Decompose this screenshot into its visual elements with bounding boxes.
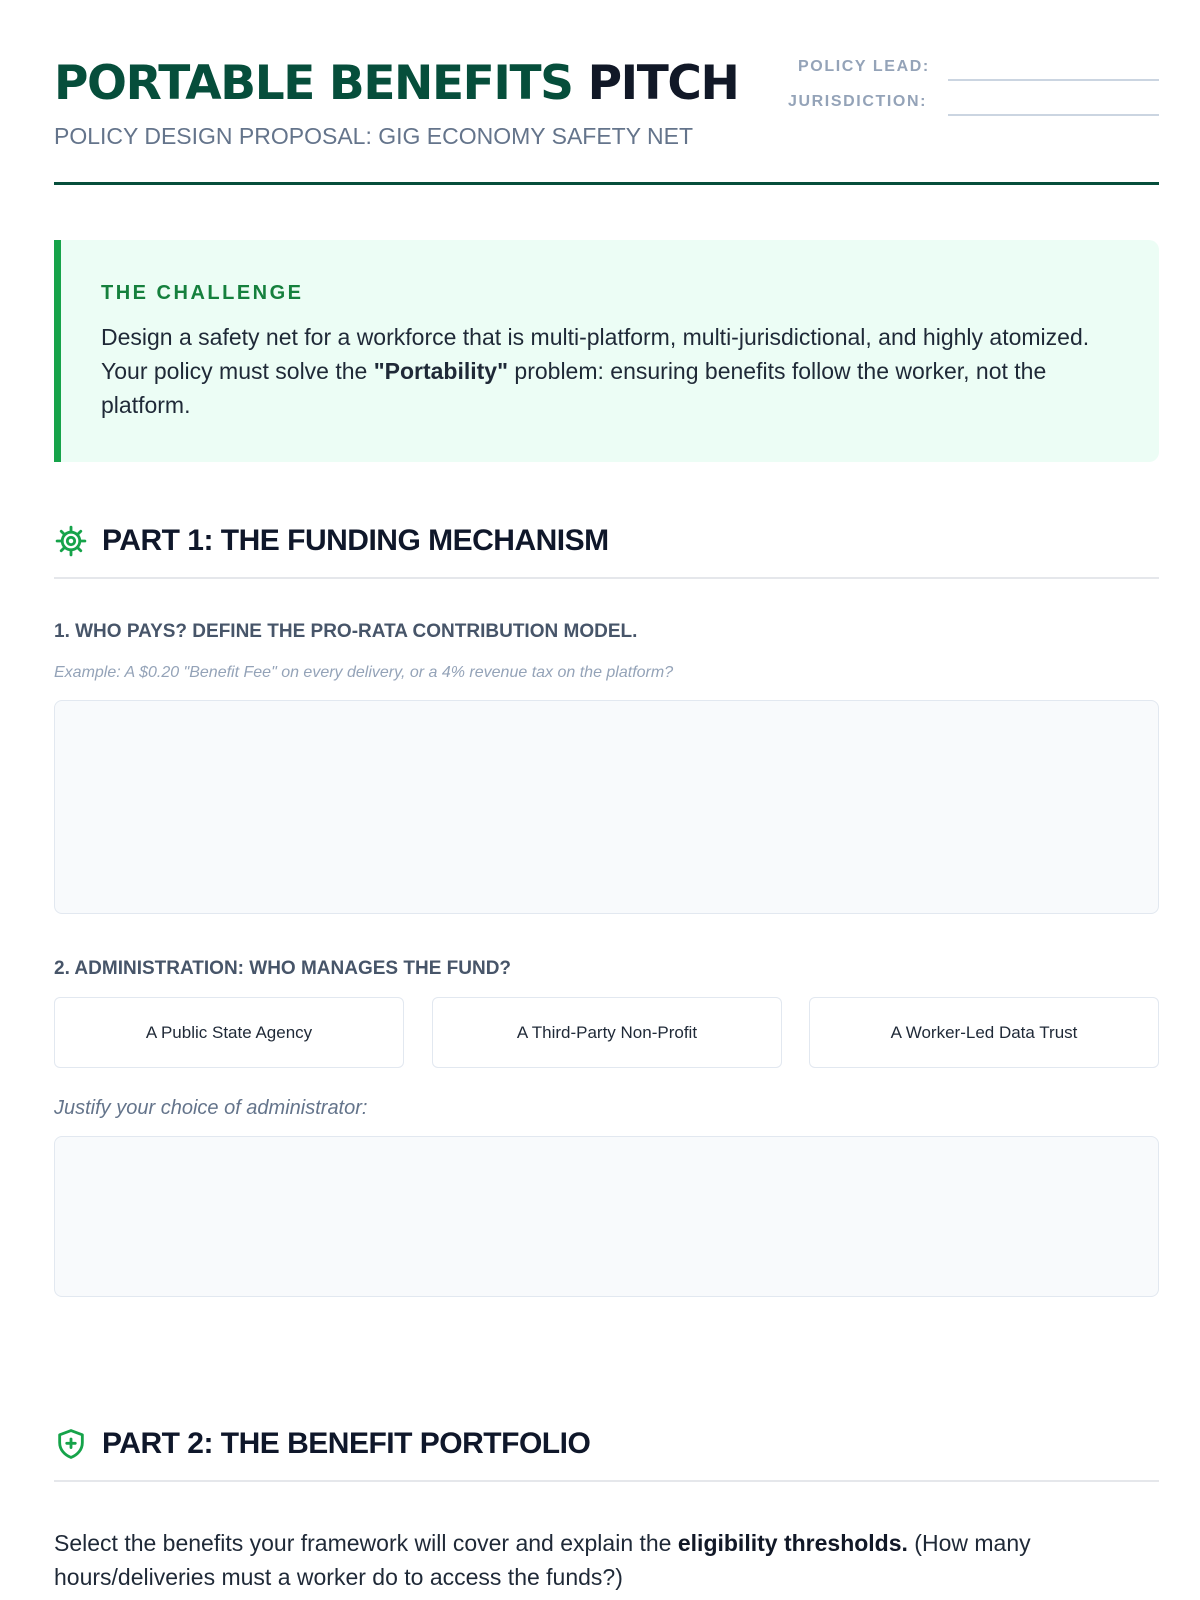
- part1-heading: [54, 524, 609, 558]
- challenge-text-emphasis: "Portability": [373, 358, 509, 384]
- question-1-hint: Example: A $0.20 "Benefit Fee" on every delivery, or a 4% revenue tax on the platform?: [54, 664, 674, 681]
- part2-intro-emphasis: eligibility thresholds.: [677, 1530, 908, 1556]
- header-divider: [54, 182, 1159, 185]
- part2-divider: [54, 1480, 1159, 1482]
- challenge-callout: [54, 240, 1159, 462]
- option-worker-led-data-trust[interactable]: A Worker-Led Data Trust: [809, 997, 1159, 1068]
- shield-plus-icon: [54, 1427, 88, 1461]
- part2-intro-start: Select the benefits your framework will cover and explain the: [54, 1530, 678, 1556]
- policy-lead-field[interactable]: [948, 79, 1159, 81]
- policy-lead-label: POLICY LEAD:: [798, 58, 930, 75]
- part2-intro: [54, 1526, 1159, 1594]
- question-1-answer-box[interactable]: [54, 700, 1159, 914]
- part2-heading: [54, 1427, 590, 1461]
- question-1-label: 1. WHO PAYS? DEFINE THE PRO-RATA CONTRIBUTION MODEL.: [54, 621, 638, 642]
- part2-intro-end: (How many hours/deliveries must a worker do to access the funds?): [54, 1530, 1031, 1590]
- title-accent: PITCH: [587, 56, 739, 111]
- challenge-label: THE CHALLENGE: [101, 282, 304, 304]
- question-2-label: 2. ADMINISTRATION: WHO MANAGES THE FUND?: [54, 958, 512, 979]
- title-main: PORTABLE BENEFITS: [54, 56, 573, 111]
- part2-title: PART 2: THE BENEFIT PORTFOLIO: [102, 1427, 591, 1460]
- justify-answer-box[interactable]: [54, 1136, 1159, 1297]
- part1-title: PART 1: THE FUNDING MECHANISM: [102, 524, 609, 557]
- part1-divider: [54, 577, 1159, 579]
- page-title: [54, 52, 738, 116]
- challenge-text-end: problem: ensuring benefits follow the worker, not the platform.: [101, 358, 1047, 418]
- gear-icon: [54, 524, 88, 558]
- justify-hint: Justify your choice of administrator:: [54, 1097, 368, 1119]
- challenge-text-start: Design a safety net for a workforce that is multi-platform, multi-jurisdictional, and highly atomized. Your policy must solve the: [101, 324, 1090, 384]
- jurisdiction-field[interactable]: [948, 114, 1159, 116]
- challenge-text: [101, 320, 1121, 422]
- option-public-state-agency[interactable]: A Public State Agency: [54, 997, 404, 1068]
- jurisdiction-label: JURISDICTION:: [788, 93, 928, 110]
- page-subtitle: POLICY DESIGN PROPOSAL: GIG ECONOMY SAFETY NET: [54, 123, 694, 149]
- option-third-party-non-profit[interactable]: A Third-Party Non-Profit: [432, 997, 782, 1068]
